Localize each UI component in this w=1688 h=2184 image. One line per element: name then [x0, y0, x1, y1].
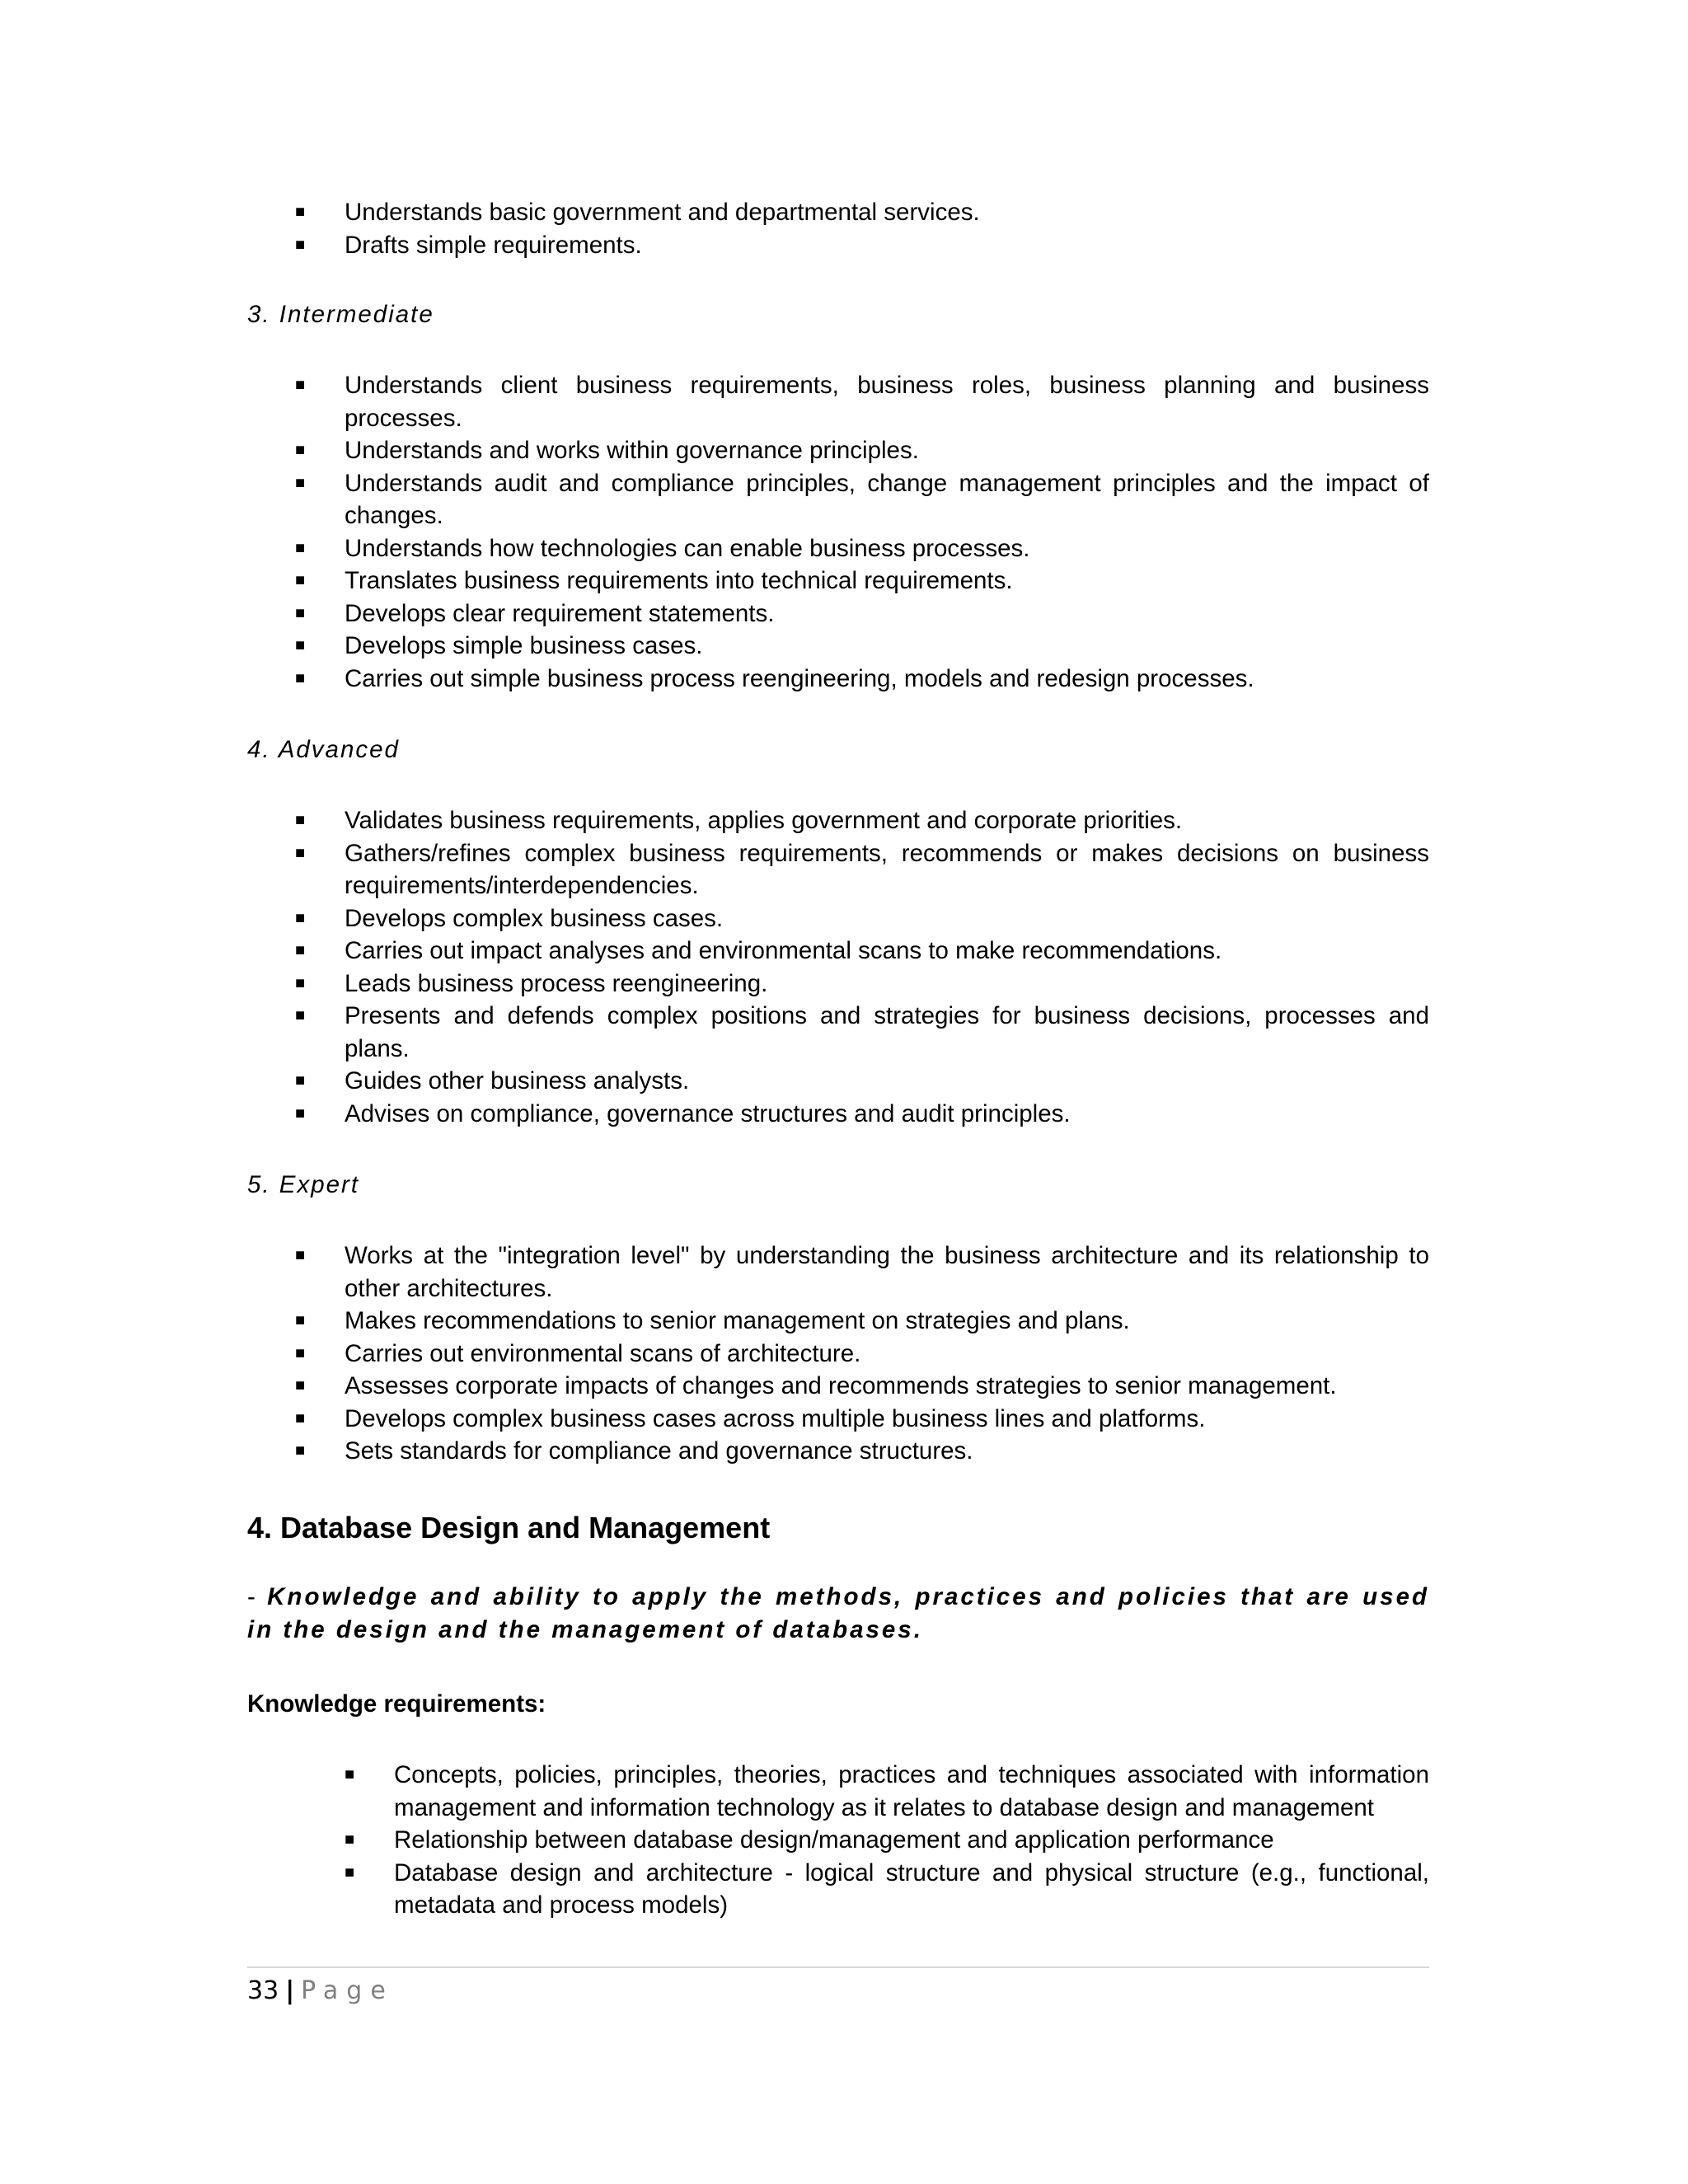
square-bullet-icon: ■ — [295, 636, 306, 654]
list-item: ■ Understands and works within governance principles. — [345, 434, 1429, 467]
square-bullet-icon: ■ — [295, 843, 306, 862]
knowledge-bullet-list — [345, 1759, 1429, 1922]
advanced-bullet-list — [295, 804, 1429, 1130]
square-bullet-icon: ■ — [295, 908, 306, 927]
square-bullet-icon: ■ — [295, 1311, 306, 1329]
square-bullet-icon: ■ — [295, 1246, 306, 1264]
level-heading-intermediate: 3. Intermediate — [247, 301, 434, 328]
list-item: ■ Works at the "integration level" by understanding the business architecture and its relationship to other architectures. — [345, 1240, 1429, 1305]
square-bullet-icon: ■ — [295, 538, 306, 557]
list-item: ■ Carries out simple business process reengineering, models and redesign processes. — [345, 663, 1429, 696]
square-bullet-icon: ■ — [295, 668, 306, 687]
square-bullet-icon: ■ — [295, 441, 306, 459]
footer-separator: | — [285, 1976, 295, 2005]
square-bullet-icon: ■ — [295, 376, 306, 394]
list-item: ■ Gathers/refines complex business requirements, recommends or makes decisions on business requirements/interdependencies. — [345, 837, 1429, 902]
list-item: ■ Database design and architecture - logical structure and physical structure (e.g., functional, metadata and process models) — [394, 1857, 1429, 1922]
square-bullet-icon: ■ — [295, 1376, 306, 1394]
list-item: ■ Develops complex business cases. — [345, 902, 1429, 935]
square-bullet-icon: ■ — [295, 973, 306, 992]
square-bullet-icon: ■ — [295, 473, 306, 492]
list-item: ■ Assesses corporate impacts of changes and recommends strategies to senior management. — [345, 1370, 1429, 1403]
list-item: ■ Guides other business analysts. — [345, 1065, 1429, 1098]
list-item: ■ Drafts simple requirements. — [345, 229, 1429, 262]
list-item: ■ Advises on compliance, governance structures and audit principles. — [345, 1098, 1429, 1131]
page-label: Page — [301, 1976, 394, 2005]
square-bullet-icon: ■ — [295, 1441, 306, 1460]
section-heading: 4. Database Design and Management — [247, 1511, 771, 1544]
description-dash: - — [247, 1583, 256, 1610]
square-bullet-icon: ■ — [345, 1863, 355, 1882]
list-item: ■ Presents and defends complex positions and strategies for business decisions, processes and plans. — [345, 1000, 1429, 1065]
list-item: ■ Sets standards for compliance and governance structures. — [345, 1435, 1429, 1468]
list-item: ■ Develops clear requirement statements. — [345, 598, 1429, 630]
square-bullet-icon: ■ — [295, 811, 306, 829]
list-item: ■ Understands how technologies can enable business processes. — [345, 532, 1429, 565]
list-item: ■ Develops complex business cases across multiple business lines and platforms. — [345, 1403, 1429, 1436]
intro-bullet-list — [295, 196, 1429, 261]
list-item: ■ Leads business process reengineering. — [345, 968, 1429, 1001]
list-item: ■ Carries out impact analyses and environmental scans to make recommendations. — [345, 935, 1429, 968]
list-item: ■ Develops simple business cases. — [345, 630, 1429, 663]
list-item: ■ Understands audit and compliance principles, change management principles and the impact of changes. — [345, 467, 1429, 532]
square-bullet-icon: ■ — [295, 603, 306, 622]
list-item: ■ Relationship between database design/management and application performance — [394, 1824, 1429, 1857]
square-bullet-icon: ■ — [295, 1343, 306, 1362]
list-item: ■ Translates business requirements into technical requirements. — [345, 565, 1429, 598]
level-heading-advanced: 4. Advanced — [247, 736, 400, 763]
knowledge-requirements-heading: Knowledge requirements: — [247, 1690, 546, 1718]
list-item: ■ Makes recommendations to senior management on strategies and plans. — [345, 1305, 1429, 1338]
square-bullet-icon: ■ — [295, 941, 306, 959]
square-bullet-icon: ■ — [295, 235, 306, 254]
square-bullet-icon: ■ — [295, 1104, 306, 1122]
list-item: ■ Validates business requirements, applies government and corporate priorities. — [345, 804, 1429, 837]
square-bullet-icon: ■ — [295, 203, 306, 221]
description-text: Knowledge and ability to apply the methods, practices and policies that are used in the design and the management of databases. — [247, 1583, 1429, 1643]
square-bullet-icon: ■ — [295, 571, 306, 589]
section-description — [247, 1581, 1429, 1647]
list-item: ■ Understands client business requirements, business roles, business planning and business processes. — [345, 369, 1429, 434]
level-heading-expert: 5. Expert — [247, 1171, 360, 1198]
page-number: 33 — [247, 1976, 279, 2005]
list-item: ■ Carries out environmental scans of architecture. — [345, 1338, 1429, 1371]
list-item: ■ Concepts, policies, principles, theories, practices and techniques associated with information management and information technology as it relates to database design and management — [394, 1759, 1429, 1824]
expert-bullet-list — [295, 1240, 1429, 1468]
square-bullet-icon: ■ — [345, 1765, 355, 1783]
intermediate-bullet-list — [295, 369, 1429, 695]
page-footer — [247, 1975, 394, 2008]
footer-divider — [247, 1966, 1429, 1968]
square-bullet-icon: ■ — [295, 1071, 306, 1090]
square-bullet-icon: ■ — [345, 1830, 355, 1849]
list-item: ■ Understands basic government and departmental services. — [345, 196, 1429, 229]
square-bullet-icon: ■ — [295, 1006, 306, 1024]
square-bullet-icon: ■ — [295, 1408, 306, 1427]
